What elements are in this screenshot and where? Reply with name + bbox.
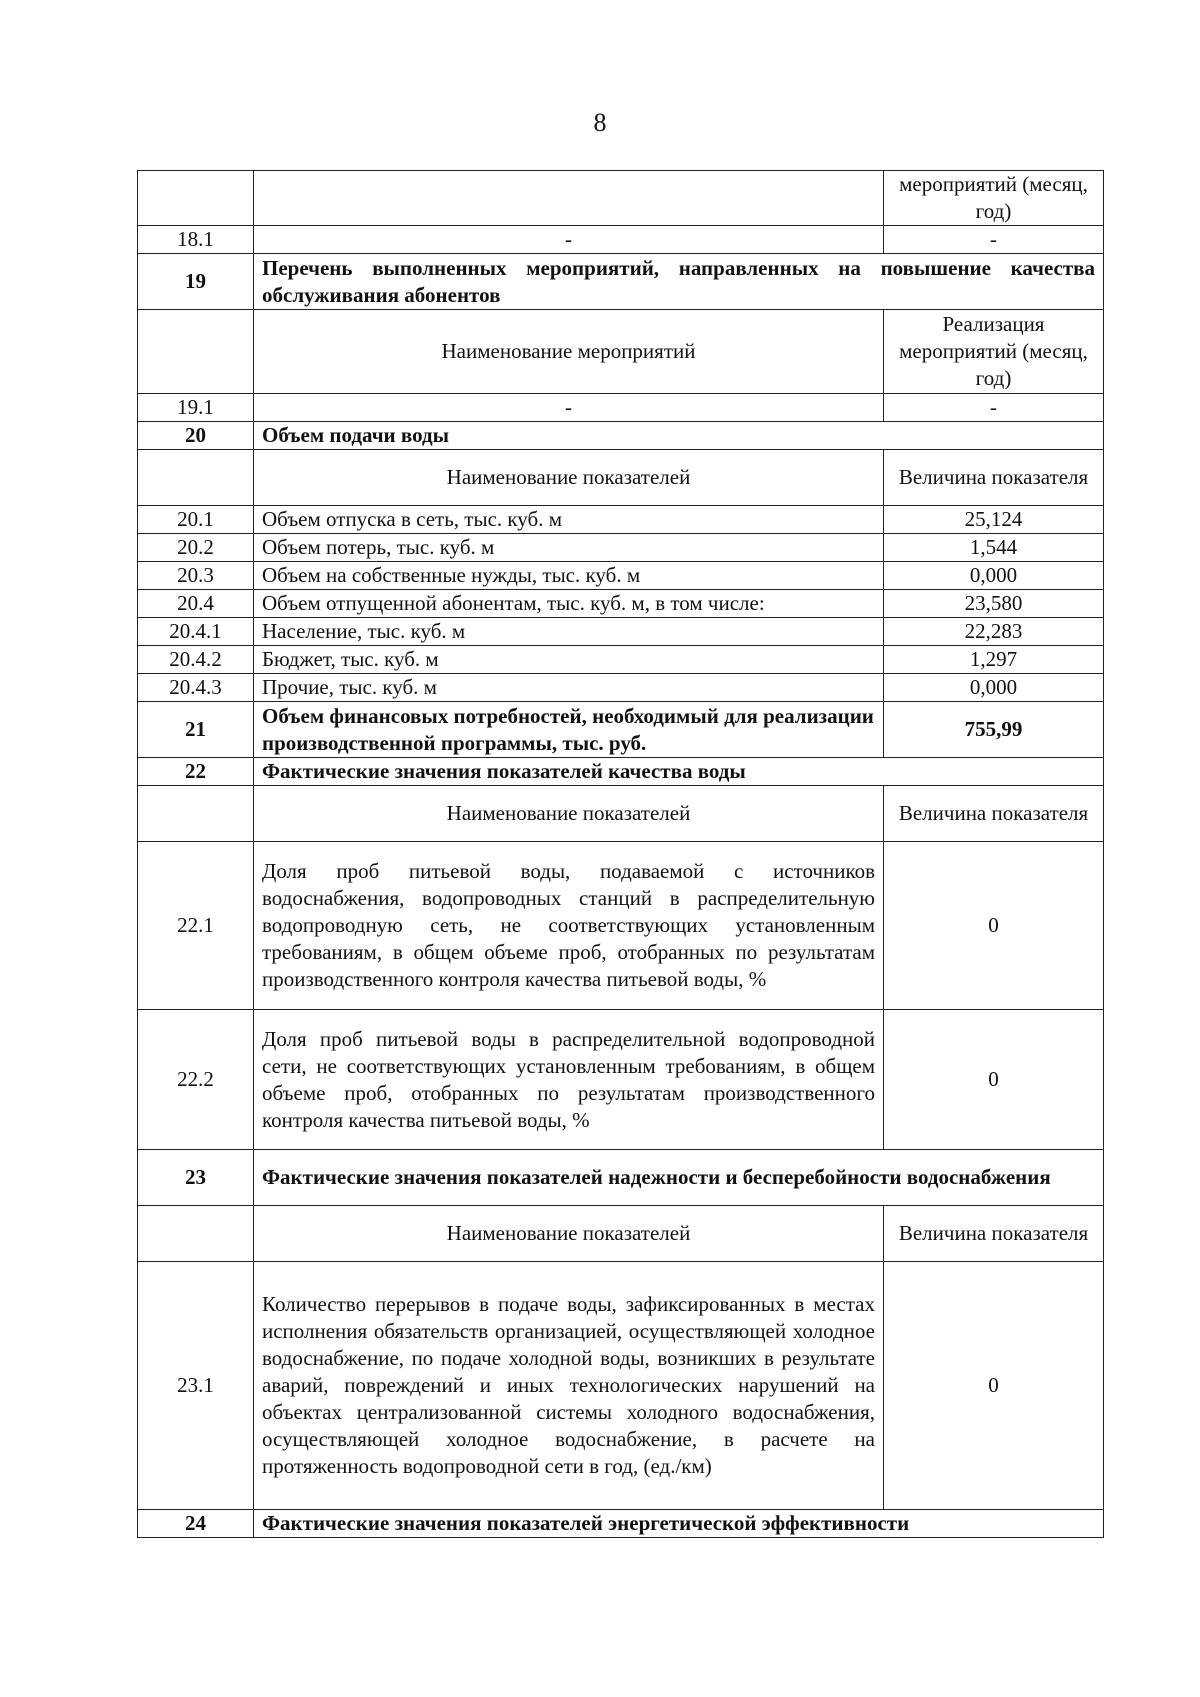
section-row bbox=[138, 422, 1104, 450]
row-name-cell: Доля проб питьевой воды, подаваемой с источников водоснабжения, водопроводных станций в распределительную водопроводную сеть, не соответствующих установленным требованиям, в общем объеме проб, отобранных по результатам производственного контроля качества питьевой воды, % bbox=[254, 842, 884, 1010]
column-header-value: Величина показателя bbox=[884, 786, 1104, 842]
indicators-table bbox=[137, 170, 1104, 1538]
row-value-cell: 0 bbox=[884, 842, 1104, 1010]
row-number-cell: 21 bbox=[138, 702, 254, 758]
row-number-cell: 20.4.2 bbox=[138, 646, 254, 674]
row-value-cell: 0,000 bbox=[884, 674, 1104, 702]
column-header-row bbox=[138, 1206, 1104, 1262]
section-number-cell: 19 bbox=[138, 254, 254, 310]
row-name-cell: Доля проб питьевой воды в распределительной водопроводной сети, не соответствующих установленным требованиям, в общем объеме проб, отобранных по результатам производственного контроля качества питьевой воды, % bbox=[254, 1010, 884, 1150]
row-number-cell bbox=[138, 1206, 254, 1262]
row-name-cell bbox=[254, 171, 884, 226]
row-number-cell: 23.1 bbox=[138, 1262, 254, 1510]
row-value-cell: 755,99 bbox=[884, 702, 1104, 758]
row-value-cell: - bbox=[884, 394, 1104, 422]
column-header-row bbox=[138, 450, 1104, 506]
row-value-cell: 0,000 bbox=[884, 562, 1104, 590]
section-title-cell: Объем подачи воды bbox=[254, 422, 1104, 450]
row-number-cell bbox=[138, 310, 254, 394]
row-name-cell: Бюджет, тыс. куб. м bbox=[254, 646, 884, 674]
row-name-cell: Население, тыс. куб. м bbox=[254, 618, 884, 646]
row-number-cell: 20.3 bbox=[138, 562, 254, 590]
row-name-cell: - bbox=[254, 226, 884, 254]
column-header-value: Реализация мероприятий (месяц, год) bbox=[884, 310, 1104, 394]
row-value-cell: 0 bbox=[884, 1010, 1104, 1150]
table-row bbox=[138, 506, 1104, 534]
row-name-cell: Объем финансовых потребностей, необходимый для реализации производственной программы, тыс. руб. bbox=[254, 702, 884, 758]
row-number-cell: 19.1 bbox=[138, 394, 254, 422]
row-name-cell: Объем потерь, тыс. куб. м bbox=[254, 534, 884, 562]
table-row bbox=[138, 171, 1104, 226]
table-row bbox=[138, 842, 1104, 1010]
section-row bbox=[138, 1150, 1104, 1206]
row-number-cell: 22.1 bbox=[138, 842, 254, 1010]
section-title-cell: Перечень выполненных мероприятий, направленных на повышение качества обслуживания абонентов bbox=[254, 254, 1104, 310]
section-number-cell: 23 bbox=[138, 1150, 254, 1206]
table-row bbox=[138, 590, 1104, 618]
row-number-cell: 20.4.1 bbox=[138, 618, 254, 646]
section-title-cell: Фактические значения показателей энергетической эффективности bbox=[254, 1510, 1104, 1538]
section-number-cell: 20 bbox=[138, 422, 254, 450]
table-row bbox=[138, 646, 1104, 674]
row-name-cell: Количество перерывов в подаче воды, зафиксированных в местах исполнения обязательств организацией, осуществляющей холодное водоснабжение, по подаче холодной воды, возникших в результате аварий, повреждений и иных технологических нарушений на объектах централизованной системы холодного водоснабжения, осуществляющей холодное водоснабжение, в расчете на протяженность водопроводной сети в год, (ед./км) bbox=[254, 1262, 884, 1510]
row-name-cell: Объем отпуска в сеть, тыс. куб. м bbox=[254, 506, 884, 534]
section-title-cell: Фактические значения показателей надежности и бесперебойности водоснабжения bbox=[254, 1150, 1104, 1206]
table-row bbox=[138, 226, 1104, 254]
column-header-name: Наименование мероприятий bbox=[254, 310, 884, 394]
table-row bbox=[138, 1262, 1104, 1510]
row-number-cell: 18.1 bbox=[138, 226, 254, 254]
row-name-cell: Объем на собственные нужды, тыс. куб. м bbox=[254, 562, 884, 590]
column-header-value: Величина показателя bbox=[884, 450, 1104, 506]
table-row bbox=[138, 702, 1104, 758]
row-value-cell: 22,283 bbox=[884, 618, 1104, 646]
row-value-cell: 25,124 bbox=[884, 506, 1104, 534]
table-row bbox=[138, 1010, 1104, 1150]
row-value-cell: 23,580 bbox=[884, 590, 1104, 618]
table-row bbox=[138, 562, 1104, 590]
table-row bbox=[138, 674, 1104, 702]
row-number-cell bbox=[138, 450, 254, 506]
table-row bbox=[138, 618, 1104, 646]
column-header-row bbox=[138, 786, 1104, 842]
section-row bbox=[138, 254, 1104, 310]
row-number-cell: 20.4 bbox=[138, 590, 254, 618]
row-name-cell: - bbox=[254, 394, 884, 422]
section-row bbox=[138, 1510, 1104, 1538]
section-number-cell: 22 bbox=[138, 758, 254, 786]
section-title-cell: Фактические значения показателей качества воды bbox=[254, 758, 1104, 786]
section-row bbox=[138, 758, 1104, 786]
row-name-cell: Прочие, тыс. куб. м bbox=[254, 674, 884, 702]
column-header-name: Наименование показателей bbox=[254, 450, 884, 506]
row-value-cell: - bbox=[884, 226, 1104, 254]
page-number: 8 bbox=[593, 108, 607, 137]
column-header-name: Наименование показателей bbox=[254, 786, 884, 842]
row-number-cell bbox=[138, 171, 254, 226]
column-header-value: Величина показателя bbox=[884, 1206, 1104, 1262]
row-value-cell: 1,297 bbox=[884, 646, 1104, 674]
row-number-cell: 20.4.3 bbox=[138, 674, 254, 702]
section-number-cell: 24 bbox=[138, 1510, 254, 1538]
row-number-cell: 20.1 bbox=[138, 506, 254, 534]
row-value-cell: 0 bbox=[884, 1262, 1104, 1510]
row-number-cell: 20.2 bbox=[138, 534, 254, 562]
row-name-cell: Объем отпущенной абонентам, тыс. куб. м, в том числе: bbox=[254, 590, 884, 618]
row-number-cell bbox=[138, 786, 254, 842]
row-value-cell: 1,544 bbox=[884, 534, 1104, 562]
column-header-name: Наименование показателей bbox=[254, 1206, 884, 1262]
column-header-row bbox=[138, 310, 1104, 394]
row-number-cell: 22.2 bbox=[138, 1010, 254, 1150]
row-value-cell: мероприятий (месяц, год) bbox=[884, 171, 1104, 226]
table-row bbox=[138, 534, 1104, 562]
table-row bbox=[138, 394, 1104, 422]
